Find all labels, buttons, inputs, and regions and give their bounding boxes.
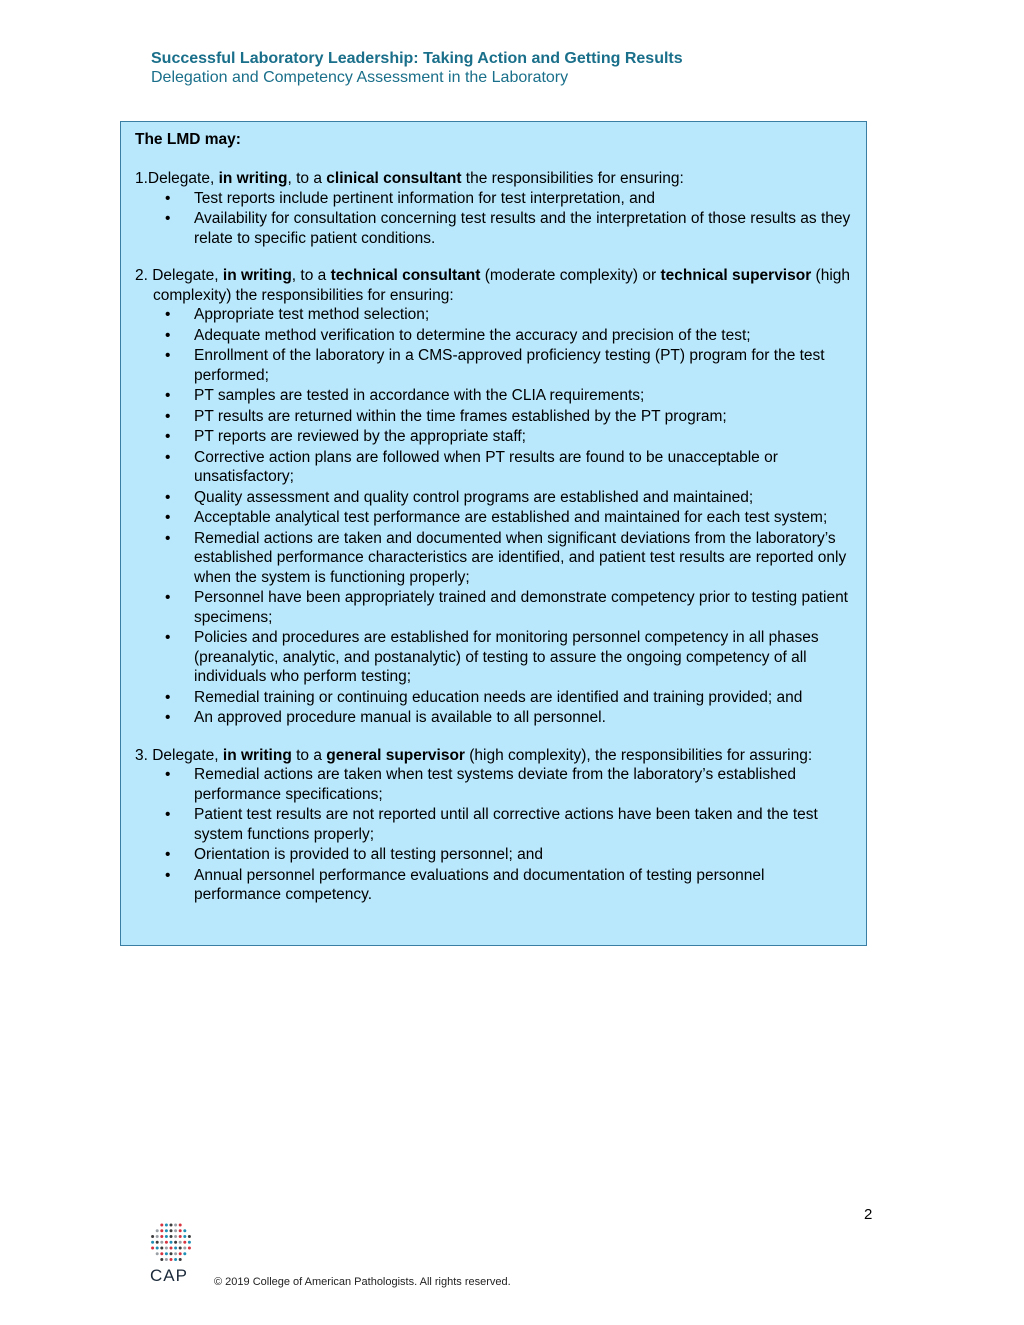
logo-dot xyxy=(156,1235,159,1238)
logo-dot xyxy=(170,1252,173,1255)
intro-text: (high complexity), the responsibilities for assuring: xyxy=(464,746,813,764)
list-item: • Remedial actions are taken and documented when significant deviations from the laboratory’s established performance characteristics are identified, and patient test results are reported only when the system is functioning properly; xyxy=(135,529,852,588)
logo-dot xyxy=(160,1241,163,1244)
intro-text: (high complexity) the responsibilities for ensuring: xyxy=(153,267,851,304)
list-item: • Corrective action plans are followed when PT results are found to be unacceptable or unsatisfactory; xyxy=(135,448,852,487)
section-2 xyxy=(135,266,852,728)
logo-dot xyxy=(160,1224,163,1227)
intro-text: (moderate complexity) or xyxy=(480,267,661,284)
list-item: • Remedial actions are taken when test systems deviate from the laboratory’s established performance specifications; xyxy=(135,765,852,804)
intro-text: , to a xyxy=(291,267,331,284)
intro-text: the responsibilities for ensuring: xyxy=(461,170,684,187)
logo-dot xyxy=(170,1241,173,1244)
intro-bold: in writing xyxy=(222,746,292,764)
page-number: 2 xyxy=(864,1206,873,1223)
logo-dot xyxy=(165,1224,168,1227)
section-3 xyxy=(135,746,852,905)
logo-dot xyxy=(170,1258,173,1261)
list-item: • Patient test results are not reported until all corrective actions have been taken and the test system functions properly; xyxy=(135,805,852,844)
list-item: • Availability for consultation concerning test results and the interpretation of those results as they relate to specific patient conditions. xyxy=(135,209,852,248)
logo-dot xyxy=(170,1224,173,1227)
logo-dot xyxy=(165,1241,168,1244)
logo-dot xyxy=(151,1241,154,1244)
intro-bold: in writing xyxy=(218,170,288,187)
logo-dot xyxy=(160,1247,163,1250)
logo-dot xyxy=(188,1235,191,1238)
logo-dot xyxy=(188,1241,191,1244)
intro-bold: technical supervisor xyxy=(660,267,812,284)
lmd-delegation-box xyxy=(120,121,867,946)
logo-dot xyxy=(174,1258,177,1261)
logo-dot xyxy=(179,1235,182,1238)
section-2-intro xyxy=(135,266,852,305)
logo-text: CAP xyxy=(150,1266,188,1285)
logo-dot xyxy=(160,1258,163,1261)
logo-dot xyxy=(183,1241,186,1244)
intro-bold: in writing xyxy=(222,267,292,284)
bullet-list xyxy=(135,765,852,905)
intro-text: to a xyxy=(291,746,327,764)
logo-dot xyxy=(179,1224,182,1227)
section-1-intro xyxy=(135,169,852,189)
logo-dot xyxy=(151,1235,154,1238)
page-header xyxy=(151,49,683,87)
list-item: • Test reports include pertinent information for test interpretation, and xyxy=(135,189,852,209)
bullet-list xyxy=(135,305,852,728)
bullet-list xyxy=(135,189,852,249)
logo-dot xyxy=(174,1229,177,1232)
list-item: • PT results are returned within the time frames established by the PT program; xyxy=(135,407,852,427)
list-item: • Enrollment of the laboratory in a CMS-approved proficiency testing (PT) program for the test performed; xyxy=(135,346,852,385)
logo-dot xyxy=(174,1235,177,1238)
logo-dot xyxy=(174,1224,177,1227)
intro-bold: technical consultant xyxy=(330,267,481,284)
logo-dot xyxy=(179,1247,182,1250)
logo-dot xyxy=(179,1229,182,1232)
cap-logo xyxy=(149,1222,193,1284)
header-title: Successful Laboratory Leadership: Taking Action and Getting Results xyxy=(151,50,683,67)
list-item: • PT samples are tested in accordance with the CLIA requirements; xyxy=(135,386,852,406)
section-3-intro xyxy=(135,746,852,766)
logo-dot xyxy=(183,1247,186,1250)
logo-dot xyxy=(170,1235,173,1238)
logo-dot xyxy=(170,1229,173,1232)
list-item: • Personnel have been appropriately trained and demonstrate competency prior to testing patient specimens; xyxy=(135,588,852,627)
logo-dot xyxy=(179,1241,182,1244)
list-item: • Annual personnel performance evaluations and documentation of testing personnel performance competency. xyxy=(135,866,852,905)
logo-dot xyxy=(160,1235,163,1238)
logo-dot xyxy=(165,1235,168,1238)
cap-logo-dots-icon xyxy=(149,1222,193,1264)
list-item: • Adequate method verification to determine the accuracy and precision of the test; xyxy=(135,326,852,346)
list-item: • Quality assessment and quality control programs are established and maintained; xyxy=(135,488,852,508)
intro-text: 1.Delegate, xyxy=(135,170,219,187)
list-item: • Appropriate test method selection; xyxy=(135,305,852,325)
logo-dot xyxy=(165,1229,168,1232)
section-1 xyxy=(135,169,852,248)
list-item: • Policies and procedures are established for monitoring personnel competency in all phases (preanalytic, analytic, and postanalytic) of testing to assure the ongoing competency of all individuals who perform testing; xyxy=(135,628,852,687)
logo-dot xyxy=(188,1247,191,1250)
list-item: • PT reports are reviewed by the appropriate staff; xyxy=(135,427,852,447)
logo-dot xyxy=(174,1252,177,1255)
logo-dot xyxy=(174,1247,177,1250)
logo-dot xyxy=(160,1252,163,1255)
box-heading: The LMD may: xyxy=(135,131,241,148)
logo-dot xyxy=(183,1229,186,1232)
intro-bold: clinical consultant xyxy=(326,170,462,187)
logo-dot xyxy=(156,1247,159,1250)
list-item: • Acceptable analytical test performance are established and maintained for each test system; xyxy=(135,508,852,528)
logo-dot xyxy=(174,1241,177,1244)
logo-dot xyxy=(183,1252,186,1255)
list-item: • Remedial training or continuing education needs are identified and training provided; and xyxy=(135,688,852,708)
logo-dot xyxy=(179,1252,182,1255)
intro-text: , to a xyxy=(287,170,327,187)
intro-text: 3. Delegate, xyxy=(135,746,223,764)
logo-dot xyxy=(165,1252,168,1255)
intro-text: 2. Delegate, xyxy=(135,267,223,284)
logo-dot xyxy=(179,1258,182,1261)
logo-dot xyxy=(170,1247,173,1250)
logo-dot xyxy=(156,1241,159,1244)
intro-bold: general supervisor xyxy=(326,746,465,764)
logo-dot xyxy=(160,1229,163,1232)
header-subtitle: Delegation and Competency Assessment in the Laboratory xyxy=(151,69,569,86)
logo-dot xyxy=(183,1235,186,1238)
logo-dot xyxy=(151,1247,154,1250)
list-item: • An approved procedure manual is available to all personnel. xyxy=(135,708,852,728)
list-item: • Orientation is provided to all testing personnel; and xyxy=(135,845,852,865)
logo-dot xyxy=(165,1258,168,1261)
logo-dot xyxy=(156,1252,159,1255)
logo-dot xyxy=(165,1247,168,1250)
copyright-notice: © 2019 College of American Pathologists. All rights reserved. xyxy=(214,1276,511,1288)
logo-dot xyxy=(156,1229,159,1232)
